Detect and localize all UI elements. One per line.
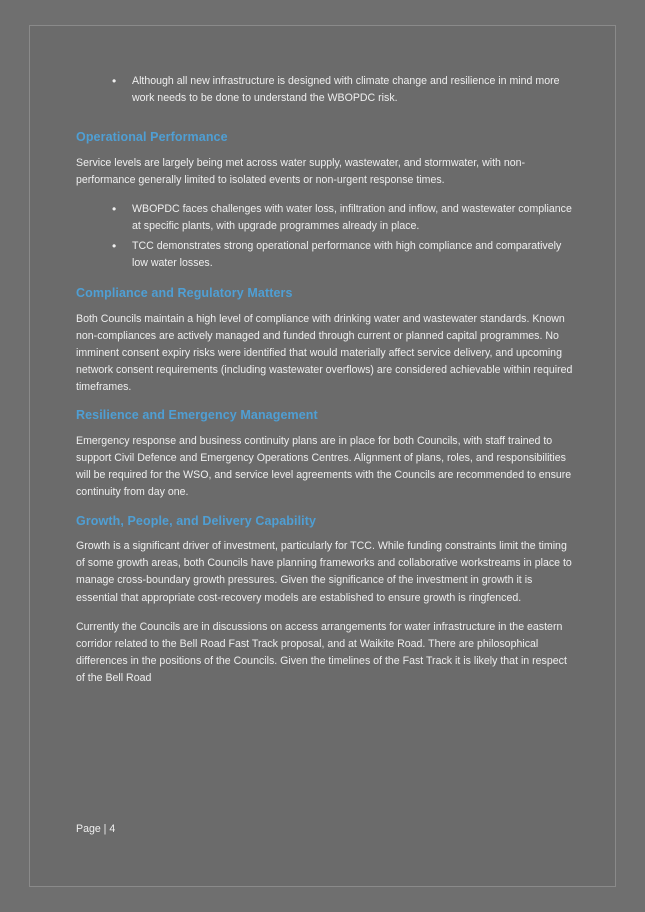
paragraph: Service levels are largely being met across water supply, wastewater, and stormwater, with non-performance generally limited to isolated events or non-urgent response times. xyxy=(76,156,526,187)
bullet-list xyxy=(76,73,576,107)
page-footer: Page | 4 xyxy=(76,823,116,835)
section-spacer xyxy=(76,121,576,130)
document-page xyxy=(29,25,616,887)
paragraph: Currently the Councils are in discussions on access arrangements for water infrastructure in the eastern corridor related to the Bell Road Fast Track proposal, and at Waikite Road. There are philosophical differences in the positions of the Councils. Given the timelines of the Fast Track it is likely that in respect of the Bell Road xyxy=(76,620,567,685)
section-heading-operational-performance: Operational Performance xyxy=(76,130,228,145)
document-content xyxy=(76,73,576,699)
list-item: • TCC demonstrates strong operational performance with high compliance and comparatively low water losses. xyxy=(112,238,576,272)
bullet-list xyxy=(76,201,576,272)
list-item: • WBOPDC faces challenges with water loss, infiltration and inflow, and wastewater compliance at specific plants, with upgrade programmes already in place. xyxy=(112,201,576,235)
paragraph: Growth is a significant driver of investment, particularly for TCC. While funding constraints limit the timing of some growth areas, both Councils have planning frameworks and collaborative workstreams in place to manage cross-boundary growth pressures. Given the significance of the investment in growth it is essential that appropriate cost-recovery models are established to ensure growth is ringfenced. xyxy=(76,540,572,604)
section-heading-compliance-and-regulatory-matters: Compliance and Regulatory Matters xyxy=(76,285,293,300)
list-item: • Although all new infrastructure is designed with climate change and resilience in mind more work needs to be done to understand the WBOPDC risk. xyxy=(112,73,576,107)
section-heading-resilience-and-emergency-management: Resilience and Emergency Management xyxy=(76,408,318,423)
paragraph: Both Councils maintain a high level of compliance with drinking water and wastewater standards. Known non-compliances are actively managed and funded through current or planned capital programmes. No imminent consent expiry risks were identified that would materially affect service delivery, and upcoming network consent requirements (including wastewater overflows) are considered achievable within required timeframes. xyxy=(76,312,573,394)
section-heading-growth-people-and-delivery-capability: Growth, People, and Delivery Capability xyxy=(76,513,317,528)
paragraph: Emergency response and business continuity plans are in place for both Councils, with staff trained to support Civil Defence and Emergency Operations Centres. Alignment of plans, roles, and responsibilities will be required for the WSO, and service level agreements with the Councils are recommended to ensure continuity from day one. xyxy=(76,434,572,499)
